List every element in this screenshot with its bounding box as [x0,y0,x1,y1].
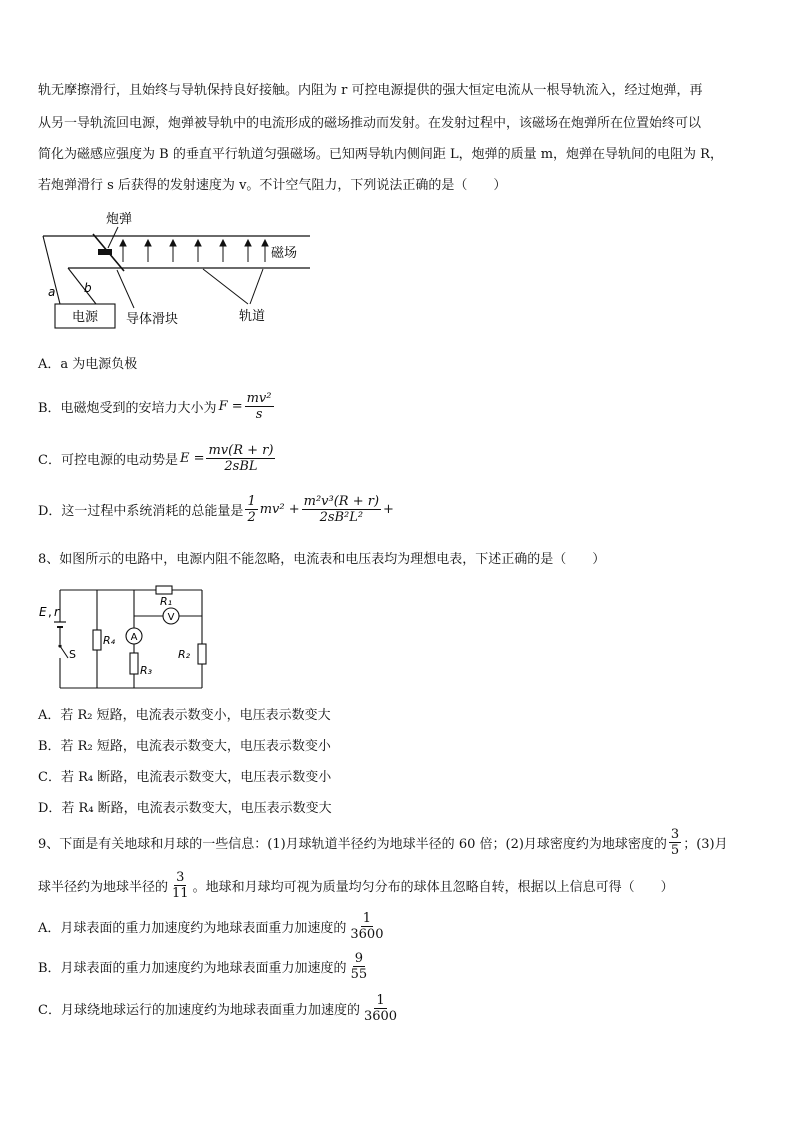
q7-option-b-lhs: F = [218,399,243,414]
q9-option-c-numerator: 1 [376,993,385,1008]
q7-stem-line-3: 简化为磁感应强度为 B 的垂直平行轨道匀强磁场。已知两导轨内侧间距 L，炮弹的质量 m，炮弹在导轨间的电阻为 R， [38,147,723,162]
q7-option-d-f2-denominator: 2sB²L² [319,510,364,525]
q7-option-c[interactable] [38,443,277,474]
q7-option-d-text: D．这一过程中系统消耗的总能量是 [38,504,244,519]
resistor-r3-label: R₃ [140,664,153,677]
wire-a-label: a [48,285,56,299]
q7-option-b-denominator: s [255,407,263,422]
resistor-r1-label: R₁ [160,595,173,608]
q9-stem-line-2 [38,870,674,901]
q9-stem-line-2-b: 。地球和月球均可视为质量均匀分布的球体且忽略自转，根据以上信息可得（ ） [192,880,674,895]
svg-text:,: , [48,605,52,619]
power-source-label: 电源 [71,310,99,325]
voltmeter-label: V [167,612,175,623]
circuit-diagram [36,580,216,695]
q9-option-b[interactable] [38,951,371,982]
q9-density-fraction [669,827,681,858]
shell-block [98,249,112,255]
q7-option-d-f1-denominator: 2 [247,510,256,525]
q7-option-c-numerator: mv(R + r) [208,443,274,458]
q7-stem-line-4: 若炮弹滑行 s 后获得的发射速度为 v。不计空气阻力，下列说法正确的是（ ） [38,178,507,193]
q7-option-b[interactable] [38,391,276,422]
wire-b-label: b [84,281,92,295]
q9-option-c-fraction [362,993,399,1024]
q7-option-c-text: C．可控电源的电动势是 [38,453,178,468]
q9-radius-numerator: 3 [176,870,185,885]
q9-stem-line-1-a: 9、下面是有关地球和月球的一些信息：(1)月球轨道半径约为地球半径的 60 倍；(2)月球密度约为地球密度的 [38,837,667,852]
q7-option-b-numerator: mv² [246,391,272,406]
q7-option-c-fraction [206,443,275,474]
q7-stem-line-1: 轨无摩擦滑行，且始终与导轨保持良好接触。内阻为 r 可控电源提供的强大恒定电流从一根导轨流入，经过炮弹，再 [38,83,703,98]
q9-stem-line-1-b: ；(3)月 [683,837,728,852]
magnetic-field-arrows [120,240,268,262]
internal-resistance-label: r [54,605,59,619]
track-label: 轨道 [239,309,266,324]
q7-option-d-fraction-1 [245,494,257,525]
q7-option-d-f2-numerator: m²v³(R + r) [303,494,380,509]
q7-option-d[interactable] [38,494,394,525]
q9-option-a-numerator: 1 [362,911,372,926]
q7-stem-line-2: 从另一导轨流回电源，炮弹被导轨中的电流形成的磁场推动而发射。在发射过程中，该磁场在炮弹所在位置始终可以 [38,116,702,131]
q9-radius-fraction [170,870,191,901]
q8-option-d[interactable]: D．若 R₄ 断路，电流表示数变大，电压表示数变大 [38,801,332,816]
q7-option-d-fraction-2 [302,494,381,525]
railgun-diagram [38,208,318,338]
resistor-r4-label: R₄ [103,634,116,647]
emf-label: E [39,605,47,619]
q7-option-d-middle: mv² + [259,502,300,517]
q8-option-b[interactable]: B．若 R₂ 短路，电流表示数变大，电压表示数变小 [38,739,331,754]
q9-option-b-text: B．月球表面的重力加速度约为地球表面重力加速度的 [38,961,347,976]
resistor-r2-label: R₂ [178,648,191,661]
q7-option-c-denominator: 2sBL [224,459,258,474]
q7-option-a-text: A．a 为电源负极 [38,357,138,372]
q9-option-a-fraction [348,911,385,942]
q8-option-a[interactable]: A．若 R₂ 短路，电流表示数变小，电压表示数变大 [38,708,331,723]
resistor-r4 [93,630,101,650]
q9-option-b-fraction [349,951,370,982]
q9-option-a-denominator: 3600 [350,927,384,942]
q9-stem-line-1 [38,827,728,858]
resistor-r3 [130,653,138,674]
q7-option-d-tail: + [383,502,394,517]
q9-option-c-text: C．月球绕地球运行的加速度约为地球表面重力加速度的 [38,1003,360,1018]
conductor-slider-label: 导体滑块 [126,312,179,327]
q8-option-c[interactable]: C．若 R₄ 断路，电流表示数变大，电压表示数变小 [38,770,332,785]
q8-stem: 8、如图所示的电路中，电源内阻不能忽略，电流表和电压表均为理想电表，下述正确的是（ ） [38,552,606,567]
switch-label: S [69,648,76,661]
q9-option-b-denominator: 55 [350,967,368,982]
switch-lever [60,646,68,658]
ammeter-label: A [130,632,138,643]
q9-density-denominator: 5 [670,843,680,858]
q9-option-b-numerator: 9 [354,951,363,966]
magnetic-field-label: 磁场 [271,246,298,261]
q9-option-a[interactable] [38,911,387,942]
resistor-r1 [156,586,172,594]
q9-density-numerator: 3 [670,827,680,842]
q9-option-a-text: A．月球表面的重力加速度约为地球表面重力加速度的 [38,921,347,936]
q9-option-c[interactable] [38,993,401,1024]
q9-stem-line-2-a: 球半径约为地球半径的 [38,880,169,895]
q7-option-b-fraction [245,391,274,422]
q7-option-c-lhs: E = [179,451,205,466]
q7-option-d-f1-numerator: 1 [247,494,256,509]
q7-option-b-text: B．电磁炮受到的安培力大小为 [38,401,217,416]
q9-option-c-denominator: 3600 [363,1009,398,1024]
q9-radius-denominator: 11 [172,886,189,901]
resistor-r2 [198,644,206,664]
q7-option-a[interactable] [38,353,137,372]
shell-label: 炮弹 [106,212,133,227]
